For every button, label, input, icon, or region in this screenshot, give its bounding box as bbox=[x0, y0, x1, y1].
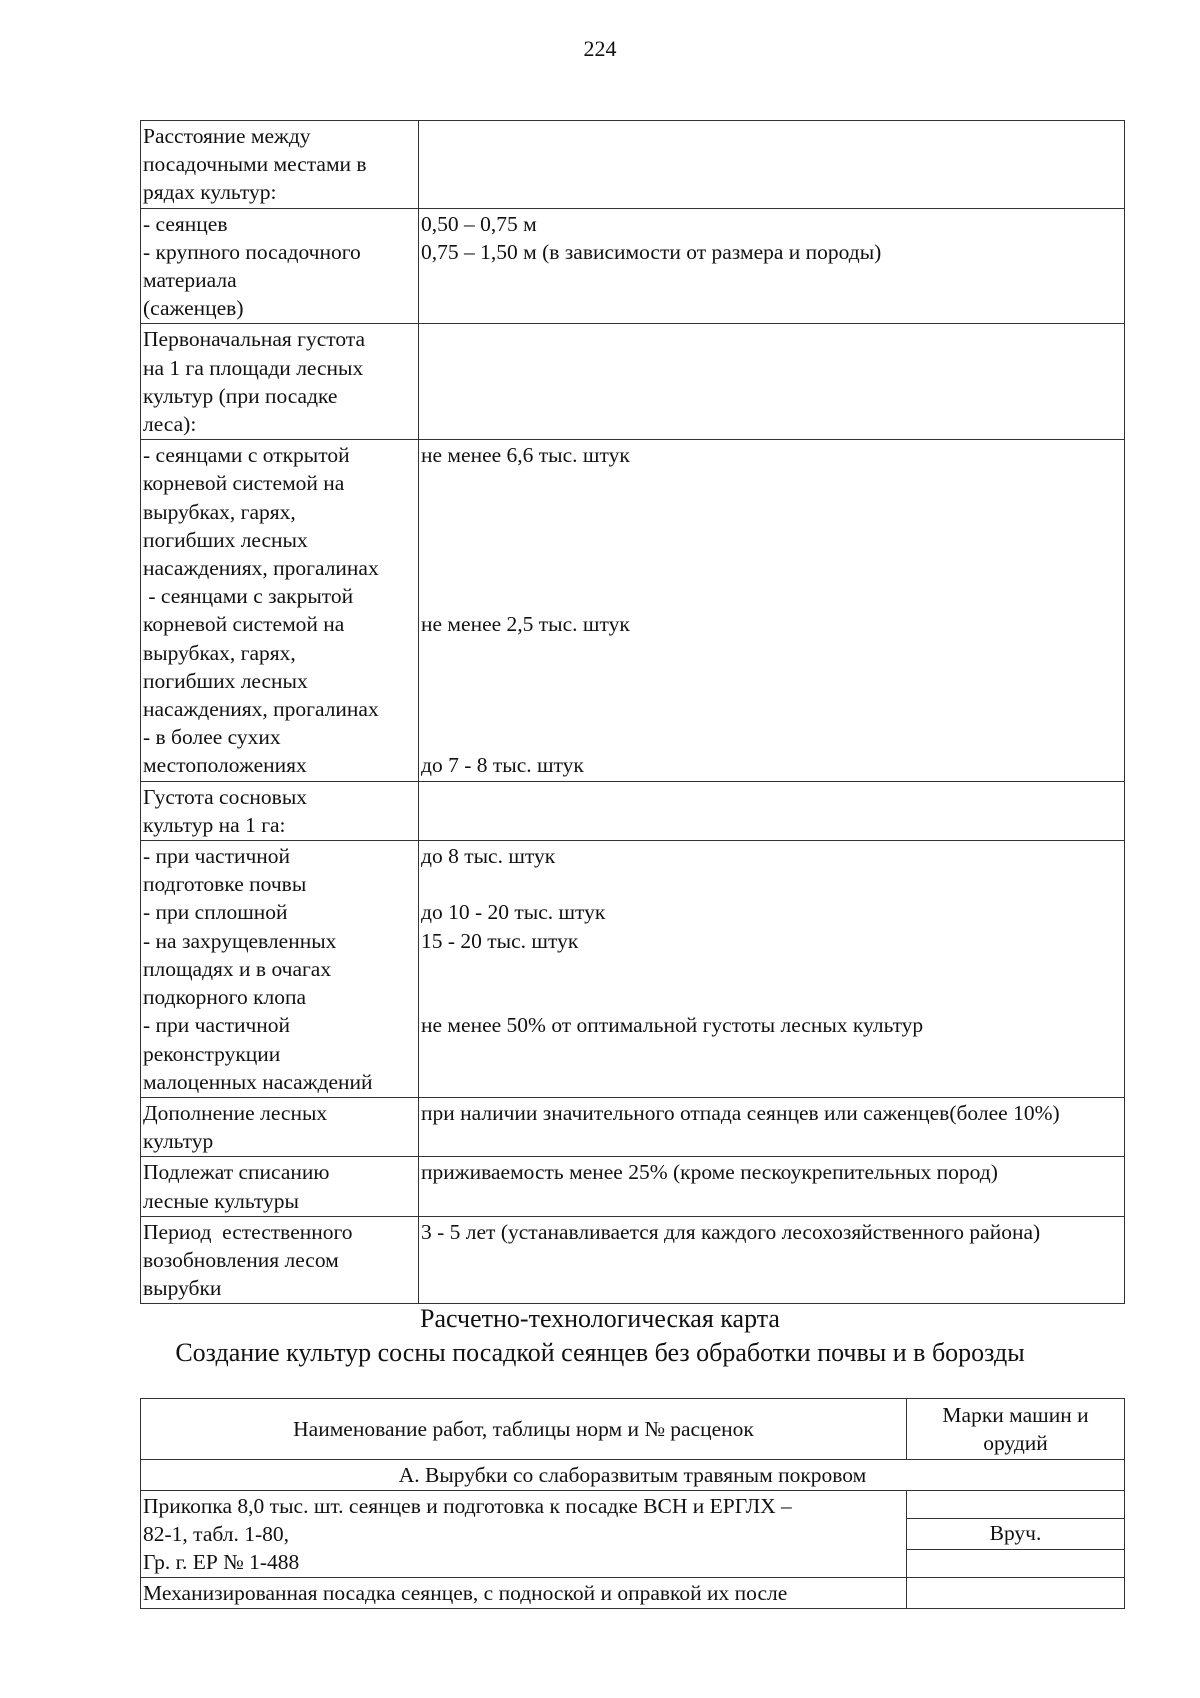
cell-line: малоценных насаждений bbox=[143, 1069, 373, 1094]
cell-line: Подлежат списанию bbox=[143, 1160, 330, 1185]
table-row bbox=[141, 440, 1125, 781]
row1-machine: Вруч. bbox=[907, 1518, 1125, 1549]
norm-parameter bbox=[141, 440, 419, 781]
cell-line: культур на 1 га: bbox=[143, 812, 286, 837]
cell-line: приживаемость менее 25% (кроме пескоукрепительных пород) bbox=[421, 1160, 998, 1185]
card-title-line-2: Создание культур сосны посадкой сеянцев без обработки почвы и в борозды bbox=[175, 1338, 1025, 1367]
cell-line: не менее 2,5 тыс. штук bbox=[421, 612, 630, 637]
row1-line-1: Прикопка 8,0 тыс. шт. сеянцев и подготовка к посадке ВСН и ЕРГЛХ – bbox=[143, 1494, 792, 1518]
row1-line-2: 82-1, табл. 1-80, bbox=[143, 1522, 290, 1546]
norm-value bbox=[419, 1157, 1125, 1216]
cell-line: возобновления лесом bbox=[143, 1247, 339, 1272]
cell-line bbox=[421, 526, 1122, 554]
table-row bbox=[141, 121, 1125, 209]
norm-parameter bbox=[141, 208, 419, 324]
cell-line: 3 - 5 лет (устанавливается для каждого лесохозяйственного района) bbox=[421, 1219, 1041, 1244]
cell-line bbox=[421, 469, 1122, 497]
table-row bbox=[141, 841, 1125, 1098]
row1-machine-empty-top bbox=[907, 1491, 1125, 1519]
norm-value bbox=[419, 208, 1125, 324]
cell-line: лесные культуры bbox=[143, 1188, 299, 1213]
cell-line bbox=[421, 955, 1122, 983]
cell-line bbox=[421, 639, 1122, 667]
norm-parameter bbox=[141, 1157, 419, 1216]
cell-line: вырубках, гарях, bbox=[143, 499, 296, 524]
cell-line: площадях и в очагах bbox=[143, 956, 332, 981]
cell-line: - крупного посадочного bbox=[143, 239, 361, 264]
table-row bbox=[141, 781, 1125, 840]
cell-line bbox=[421, 695, 1122, 723]
header-machines-line-1: Марки машин и bbox=[942, 1403, 1089, 1427]
card-table-header bbox=[141, 1399, 1125, 1460]
norm-parameter bbox=[141, 324, 419, 440]
cell-line: погибших лесных bbox=[143, 527, 308, 552]
cell-line: не менее 50% от оптимальной густоты лесных культур bbox=[421, 1013, 924, 1038]
cell-line: местоположениях bbox=[143, 753, 307, 778]
norm-parameter bbox=[141, 781, 419, 840]
cell-line: 0,50 – 0,75 м bbox=[421, 211, 537, 236]
cell-line: - при частичной bbox=[143, 844, 291, 869]
norm-parameter bbox=[141, 1097, 419, 1156]
cell-line: Период естественного bbox=[143, 1219, 353, 1244]
cell-line bbox=[421, 294, 1122, 322]
cell-line: корневой системой на bbox=[143, 612, 345, 637]
cell-line: - при сплошной bbox=[143, 900, 288, 925]
cell-line: вырубки bbox=[143, 1276, 222, 1301]
cell-line: леса): bbox=[143, 412, 197, 437]
norm-value bbox=[419, 440, 1125, 781]
table-row bbox=[141, 1097, 1125, 1156]
card-table bbox=[140, 1398, 1125, 1609]
cell-line: до 8 тыс. штук bbox=[421, 844, 556, 869]
cell-line: Первоначальная густота bbox=[143, 327, 366, 352]
cell-line bbox=[421, 870, 1122, 898]
cell-line: рядах культур: bbox=[143, 180, 277, 205]
cell-line: 0,75 – 1,50 м (в зависимости от размера и породы) bbox=[421, 239, 882, 264]
cell-line: до 10 - 20 тыс. штук bbox=[421, 900, 606, 925]
header-works: Наименование работ, таблицы норм и № расценок bbox=[141, 1399, 907, 1460]
cell-line: Густота сосновых bbox=[143, 784, 308, 809]
cell-line: не менее 6,6 тыс. штук bbox=[421, 443, 630, 468]
cell-line bbox=[421, 582, 1122, 610]
cell-line: Расстояние между bbox=[143, 124, 311, 148]
cell-line: - при частичной bbox=[143, 1013, 291, 1038]
cell-line: погибших лесных bbox=[143, 668, 308, 693]
row2-machine bbox=[907, 1578, 1125, 1609]
cell-line bbox=[421, 1040, 1122, 1068]
cell-line bbox=[421, 266, 1122, 294]
section-a-row bbox=[141, 1460, 1125, 1491]
card-title bbox=[0, 1302, 1200, 1370]
cell-line bbox=[421, 983, 1122, 1011]
cell-line: до 7 - 8 тыс. штук bbox=[421, 753, 584, 778]
row1-works bbox=[141, 1491, 907, 1578]
cell-line bbox=[421, 1068, 1122, 1096]
norm-value bbox=[419, 1097, 1125, 1156]
cell-line: на 1 га площади лесных bbox=[143, 355, 364, 380]
table-row bbox=[141, 208, 1125, 324]
norm-value bbox=[419, 324, 1125, 440]
cell-line: - сеянцев bbox=[143, 211, 228, 236]
cell-line: корневой системой на bbox=[143, 471, 345, 496]
cell-line bbox=[421, 667, 1122, 695]
cell-line bbox=[421, 498, 1122, 526]
table-row bbox=[141, 324, 1125, 440]
cell-line bbox=[421, 723, 1122, 751]
cell-line: - сеянцами с закрытой bbox=[143, 584, 354, 609]
norm-value bbox=[419, 841, 1125, 1098]
header-machines-line-2: орудий bbox=[983, 1431, 1048, 1455]
table-row bbox=[141, 1157, 1125, 1216]
cell-line: материала bbox=[143, 268, 237, 293]
cell-line: Дополнение лесных bbox=[143, 1100, 328, 1125]
cell-line: подкорного клопа bbox=[143, 985, 307, 1010]
page-number: 224 bbox=[583, 36, 617, 61]
norm-parameter bbox=[141, 1216, 419, 1304]
section-a-title: А. Вырубки со слаборазвитым травяным покровом bbox=[141, 1460, 1125, 1491]
cell-line: - в более сухих bbox=[143, 725, 281, 750]
row1-machine-empty-bottom bbox=[907, 1550, 1125, 1578]
card-title-line-1: Расчетно-технологическая карта bbox=[420, 1304, 780, 1333]
cell-line: реконструкции bbox=[143, 1041, 281, 1066]
cell-line: (саженцев) bbox=[143, 296, 244, 321]
cell-line: насаждениях, прогалинах bbox=[143, 556, 379, 581]
table-row bbox=[141, 1578, 1125, 1609]
header-machines bbox=[907, 1399, 1125, 1460]
cell-line: вырубках, гарях, bbox=[143, 640, 296, 665]
norms-table bbox=[140, 120, 1125, 1304]
cell-line: посадочными местами в bbox=[143, 152, 367, 177]
cell-line: 15 - 20 тыс. штук bbox=[421, 928, 579, 953]
cell-line bbox=[421, 325, 1122, 353]
cell-line: при наличии значительного отпада сеянцев или саженцев(более 10%) bbox=[421, 1100, 1060, 1125]
cell-line: культур (при посадке bbox=[143, 383, 338, 408]
cell-line: - сеянцами с открытой bbox=[143, 443, 350, 468]
table-row bbox=[141, 1491, 1125, 1519]
table-row bbox=[141, 1216, 1125, 1304]
cell-line bbox=[421, 783, 1122, 811]
norm-parameter bbox=[141, 841, 419, 1098]
cell-line bbox=[421, 554, 1122, 582]
cell-line: - на захрущевленных bbox=[143, 928, 337, 953]
norm-value bbox=[419, 781, 1125, 840]
norm-value bbox=[419, 1216, 1125, 1304]
cell-line: культур bbox=[143, 1129, 214, 1154]
cell-line bbox=[421, 122, 1122, 150]
cell-line: подготовке почвы bbox=[143, 872, 307, 897]
cell-line: насаждениях, прогалинах bbox=[143, 697, 379, 722]
norm-parameter bbox=[141, 121, 419, 209]
norm-value bbox=[419, 121, 1125, 209]
row2-works: Механизированная посадка сеянцев, с подноской и оправкой их после bbox=[141, 1578, 907, 1609]
row1-line-3: Гр. г. ЕР № 1-488 bbox=[143, 1550, 300, 1574]
